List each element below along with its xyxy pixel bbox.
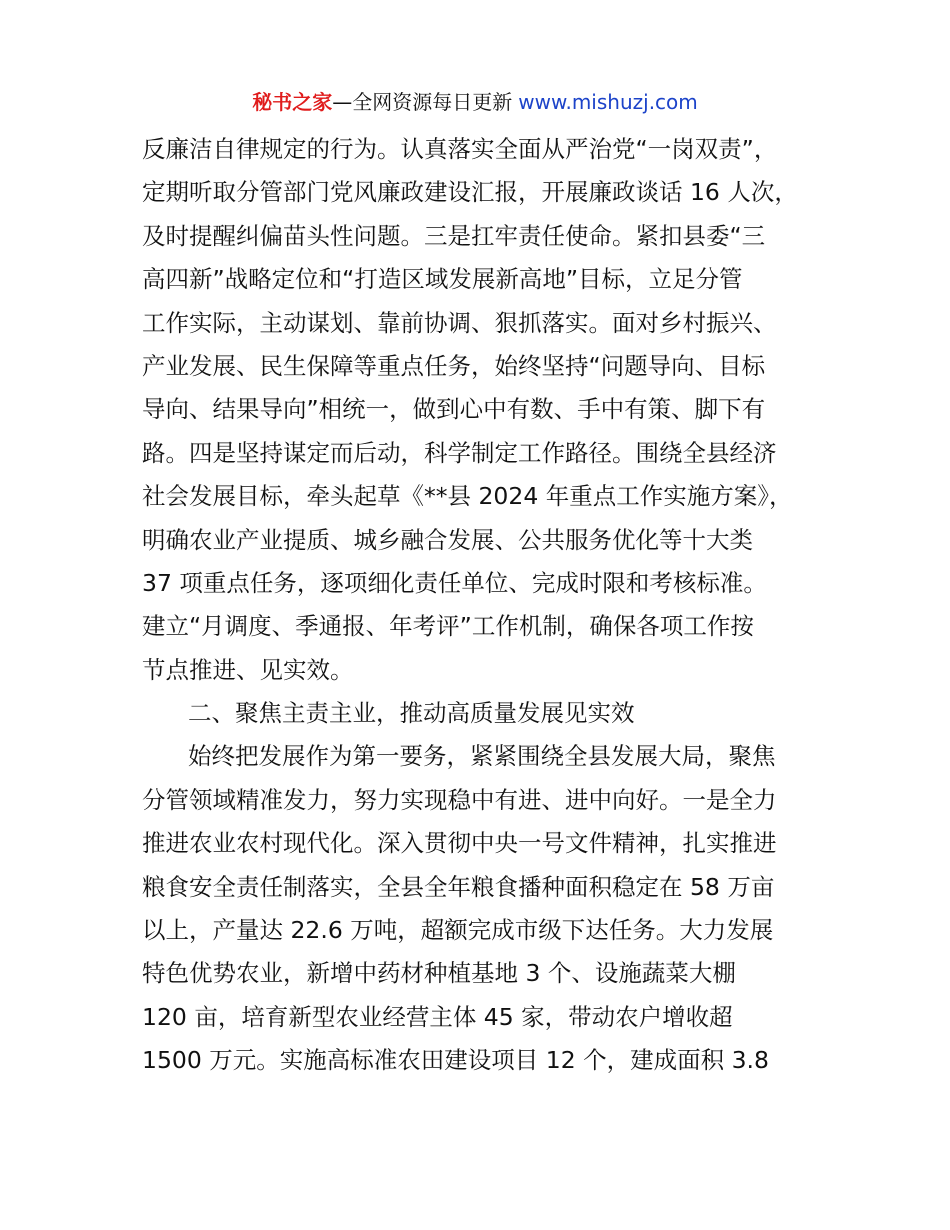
body-line: 以上，产量达 22.6 万吨，超额完成市级下达任务。大力发展 <box>142 916 774 945</box>
body-line: 推进农业农村现代化。深入贯彻中央一号文件精神，扎实推进 <box>142 829 777 858</box>
body-line: 工作实际，主动谋划、靠前协调、狠抓落实。面对乡村振兴、 <box>142 308 777 337</box>
body-line: 始终把发展作为第一要务，紧紧围绕全县发展大局，聚焦 <box>188 742 776 771</box>
brand-name: 秘书之家 <box>252 90 333 114</box>
body-line: 特色优势农业，新增中药材种植基地 3 个、设施蔬菜大棚 <box>142 959 736 988</box>
body-line: 节点推进、见实效。 <box>142 655 354 684</box>
body-line: 37 项重点任务，逐项细化责任单位、完成时限和考核标准。 <box>142 568 767 597</box>
section-heading: 二、聚焦主责主业，推动高质量发展见实效 <box>188 699 635 728</box>
document-body <box>142 128 822 1083</box>
body-line: 建立“月调度、季通报、年考评”工作机制，确保各项工作按 <box>142 612 754 641</box>
body-line: 反廉洁自律规定的行为。认真落实全面从严治党“一岗双责”， <box>142 135 778 163</box>
site-url-link[interactable]: www.mishuzj.com <box>518 90 698 114</box>
body-line: 导向、结果导向”相统一，做到心中有数、手中有策、脚下有 <box>142 395 766 424</box>
body-line: 分管领域精准发力，努力实现稳中有进、进中向好。一是全力 <box>142 785 777 814</box>
body-line: 路。四是坚持谋定而后动，科学制定工作路径。围绕全县经济 <box>142 438 777 467</box>
site-header <box>0 88 950 116</box>
body-line: 产业发展、民生保障等重点任务，始终坚持“问题导向、目标 <box>142 351 766 380</box>
body-line: 高四新”战略定位和“打造区域发展新高地”目标，立足分管 <box>142 265 743 294</box>
body-line: 1500 万元。实施高标准农田建设项目 12 个，建成面积 3.8 <box>142 1046 769 1075</box>
body-line: 社会发展目标，牵头起草《**县 2024 年重点工作实施方案》， <box>142 482 793 511</box>
body-line: 粮食安全责任制落实，全县全年粮食播种面积稳定在 58 万亩 <box>142 872 775 901</box>
body-line: 明确农业产业提质、城乡融合发展、公共服务优化等十大类 <box>142 525 753 554</box>
body-line: 定期听取分管部门党风廉政建设汇报，开展廉政谈话 16 人次， <box>142 178 798 207</box>
body-line: 120 亩，培育新型农业经营主体 45 家，带动农户增收超 <box>142 1002 733 1031</box>
header-tagline: —全网资源每日更新 <box>332 90 513 114</box>
body-line: 及时提醒纠偏苗头性问题。三是扛牢责任使命。紧扣县委“三 <box>142 221 766 250</box>
